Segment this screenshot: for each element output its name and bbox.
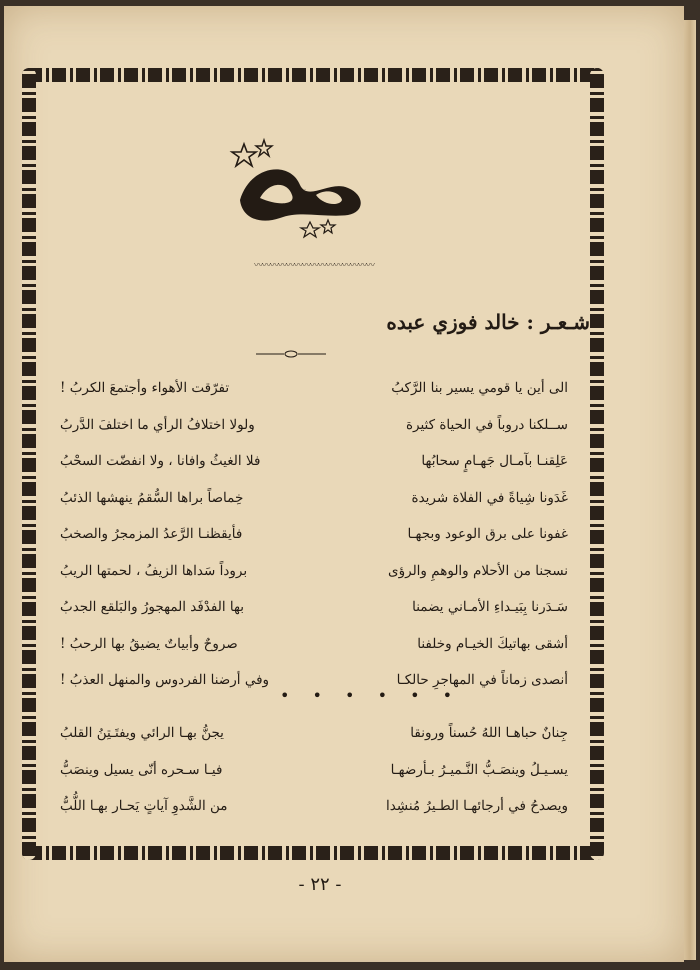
verse-second-half: وفي أرضنا الفردوس والمنهل العذبُ ! <box>60 672 270 689</box>
verse-second-half: فيـا سـحره أنّى يسيل وينصَبُّ <box>60 761 223 778</box>
verse-second-half: تفرّقت الأهواء وأجتمعَ الكربُ ! <box>60 380 230 397</box>
verse-second-half: من الشَّدوِ آياتٍ يَحـار بهـا اللُّبُّ <box>60 798 228 815</box>
page-number: - ٢٢ - <box>298 874 342 895</box>
verse-second-half: يجنُّ بهـا الرائي ويفتَـتِنُ القلبُ <box>60 725 224 742</box>
border-top <box>22 68 604 82</box>
verse-second-half: بها الفدْفَد المهجورُ والبَلقع الجدبُ <box>60 599 244 616</box>
border-right <box>590 68 604 860</box>
verse-line <box>60 788 568 825</box>
verse-second-half: صروحٌ وأبياتٌ يضيقُ بها الرحبُ ! <box>60 635 238 652</box>
verse-line <box>60 715 568 752</box>
verse-second-half: ولولا اختلافُ الرأي ما اختلفَ الدَّربُ <box>60 416 255 433</box>
verse-line <box>60 370 568 407</box>
verse-first-half: يسـيـلُ وينصَـبُّ النَّـميـرُ بـأرضهـا <box>390 761 568 778</box>
verse-first-half: غفونا على برق الوعود وبجهـا <box>407 526 568 543</box>
border-left <box>22 68 36 860</box>
verse-line <box>60 407 568 444</box>
poem-stanza-1 <box>60 370 568 699</box>
verse-line <box>60 553 568 590</box>
verse-first-half: غَدَونا شِياةً في الفلاة شريدة <box>411 489 568 506</box>
poem-stanza-2 <box>60 715 568 825</box>
verse-first-half: ســلكنا دروباً في الحياة كثيرة <box>405 416 568 433</box>
verse-first-half: نسجنا من الأحلام والوهمِ والرؤى <box>388 562 568 579</box>
verse-line <box>60 626 568 663</box>
author-ornament <box>256 350 326 358</box>
verse-first-half: أشقى بهاتيكَ الخيـام وخلفنا <box>417 635 568 652</box>
svg-text:صبوة: صبوة <box>303 190 307 191</box>
verse-first-half: سَـدَرنا بِبَيـداءِ الأمـاني يضمنا <box>412 599 568 616</box>
page-edge <box>684 20 696 960</box>
verse-first-half: أنصدى زماناً في المهاجرِ حالكـا <box>396 672 568 689</box>
verse-line <box>60 443 568 480</box>
verse-first-half: الى أين يا قومي يسير بنا الرَّكبُ <box>391 380 568 397</box>
verse-second-half: فأيقظنـا الرَّعدُ المزمجرُ والصخبُ <box>60 526 243 543</box>
verse-line <box>60 589 568 626</box>
stanza-separator: • • • • • • <box>280 686 462 705</box>
verse-second-half: فلا الغيثُ وافانا ، ولا انفضّت السحْبُ <box>60 453 261 470</box>
verse-line <box>60 480 568 517</box>
border-bottom <box>22 846 604 860</box>
verse-line <box>60 516 568 553</box>
verse-first-half: جِنانٌ حباهـا اللهُ حُسناً ورونقا <box>410 725 568 742</box>
title-underline-ornament: 〰〰〰〰〰〰〰〰〰〰〰〰〰〰〰 <box>254 261 375 271</box>
poem-title-calligraphy <box>230 140 380 235</box>
author-line: شـعـر : خالد فوزي عبده <box>386 310 590 334</box>
verse-first-half: عَلِقنـا بآمـال جَهـامٍ سحابُها <box>421 453 568 470</box>
verse-line <box>60 752 568 789</box>
verse-second-half: بروداً سَداها الزيفُ ، لحمتها الريبُ <box>60 562 248 579</box>
verse-first-half: ويصدحُ في أرجائهـا الطـيرُ مُنشِدا <box>385 798 568 815</box>
verse-second-half: خِماصاً براها السُّقمُ ينهشها الذئبُ <box>60 489 244 506</box>
